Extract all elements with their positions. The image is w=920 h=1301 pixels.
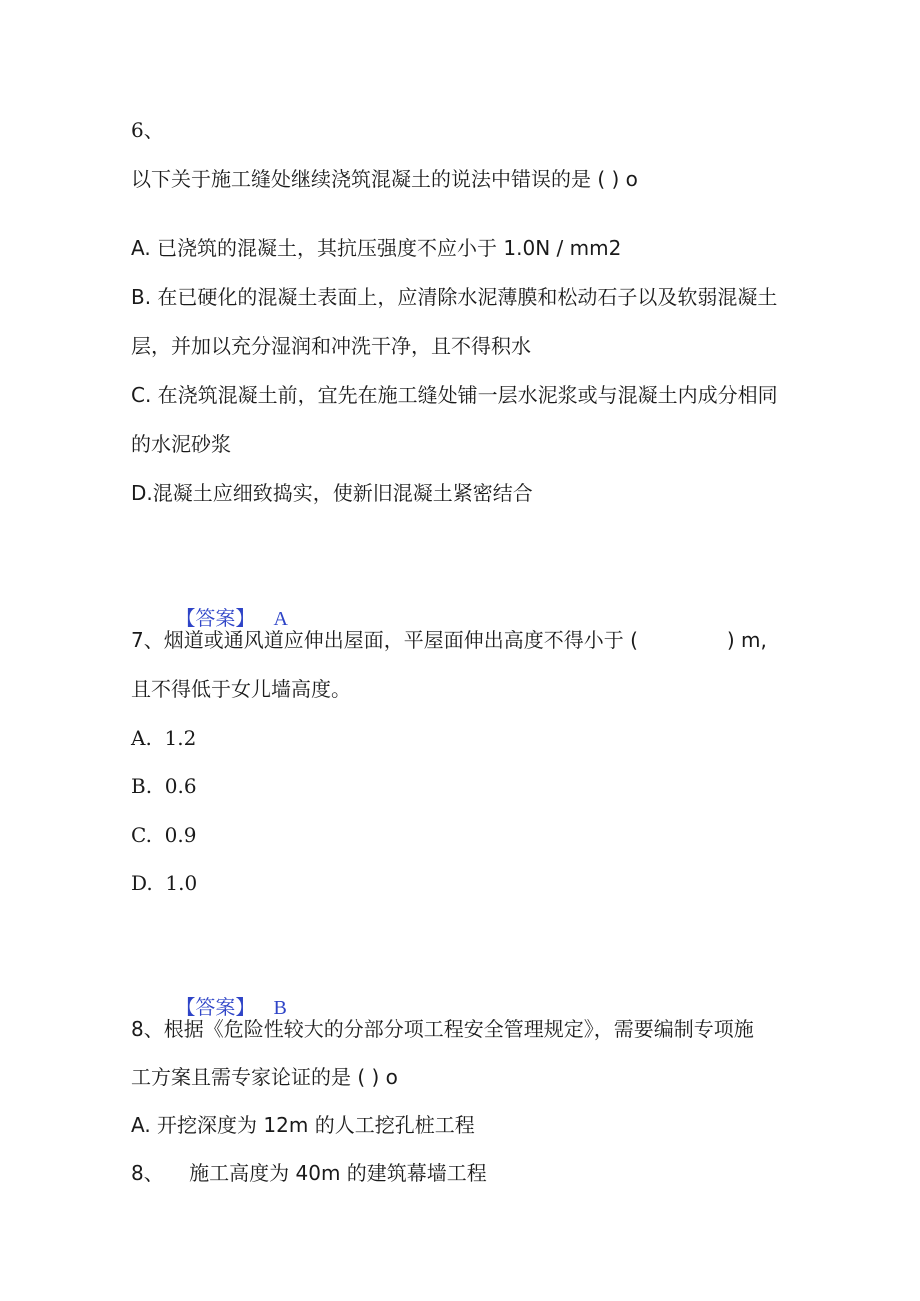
q6-stem: 以下关于施工缝处继续浇筑混凝土的说法中错误的是 ( ) o [131,167,638,191]
q7-option-a: A. 1.2 [131,726,197,750]
q6-option-d: D.混凝土应细致捣实，使新旧混凝土紧密结合 [131,481,533,505]
q8-stem-line2: 工方案且需专家论证的是 ( ) o [131,1065,398,1089]
q6-option-c-line1: C. 在浇筑混凝土前，宜先在施工缝处铺一层水泥浆或与混凝土内成分相同 [131,383,778,407]
q6-answer-label: 【答案】 [175,606,256,630]
q7-option-c: C. 0.9 [131,823,197,847]
q6-option-b-line1: B. 在已硬化的混凝土表面上，应清除水泥薄膜和松动石子以及软弱混凝土 [131,285,778,309]
q8-option-a: A. 开挖深度为 12m 的人工挖孔桩工程 [131,1113,475,1137]
q7-answer-value: B [273,997,287,1019]
q7-stem-line1: 7、烟道或通风道应伸出屋面，平屋面伸出高度不得小于 ( ) m, [131,628,767,652]
q7-answer-label: 【答案】 [175,995,256,1019]
q6-option-c-line2: 的水泥砂浆 [131,432,231,456]
q7-option-d: D. 1.0 [131,871,198,895]
q6-option-b-line2: 层，并加以充分湿润和冲洗干净，且不得积水 [131,334,531,358]
q6-number: 6、 [131,118,164,142]
q6-answer-value: A [273,608,288,630]
q7-option-b: B. 0.6 [131,774,197,798]
q8-stem-line1: 8、根据《危险性较大的分部分项工程安全管理规定》，需要编制专项施 [131,1017,754,1041]
q8-option-b: 8、 施工高度为 40m 的建筑幕墙工程 [131,1161,487,1185]
q6-option-a: A. 已浇筑的混凝土，其抗压强度不应小于 1.0N / mm2 [131,236,622,260]
q7-stem-line2: 且不得低于女儿墙高度。 [131,677,351,701]
